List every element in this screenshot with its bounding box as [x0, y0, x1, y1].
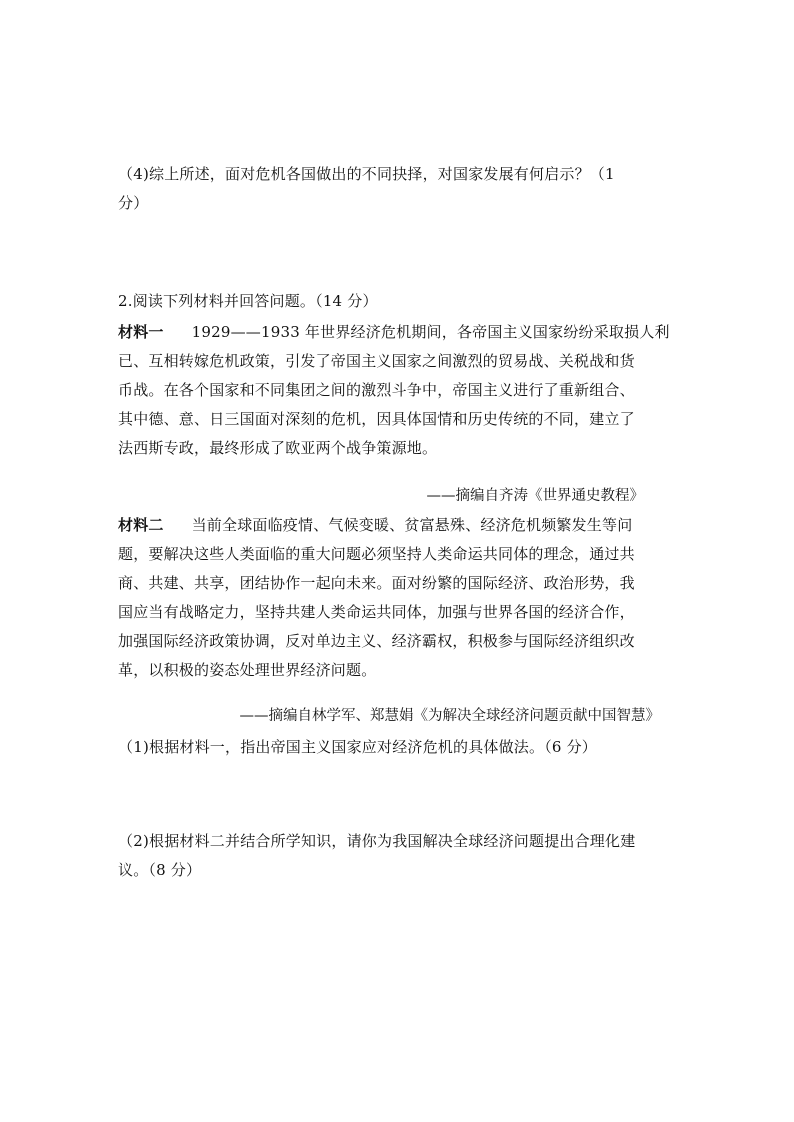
material-1-line: 1929——1933 年世界经济危机期间，各帝国主义国家纷纷采取损人利 — [191, 323, 670, 341]
material-1-source: ——摘编自齐涛《世界通史教程》 — [426, 488, 644, 504]
material-2-line: 当前全球面临疫情、气候变暖、贫富悬殊、经济危机频繁发生等问 — [191, 516, 633, 534]
material-1-line: 法西斯专政，最终形成了欧亚两个战争策源地。 — [118, 439, 438, 457]
material-1-line: 已、互相转嫁危机政策，引发了帝国主义国家之间激烈的贸易战、关税战和货 — [118, 352, 635, 370]
material-2-line: 商、共建、共享，团结协作一起向未来。面对纷繁的国际经济、政治形势，我 — [118, 574, 635, 592]
material-2-line: 革，以积极的姿态处理世界经济问题。 — [118, 661, 377, 679]
material-2-source: ——摘编自林学军、郑慧娟《为解决全球经济问题贡献中国智慧》 — [239, 708, 660, 724]
material-1-first-line — [118, 318, 688, 347]
sub-question-2-line: （2)根据材料二并结合所学知识，请你为我国解决全球经济问题提出合理化建 — [118, 832, 636, 850]
material-1 — [118, 318, 688, 463]
question-4-line: （4)综上所述，面对危机各国做出的不同抉择，对国家发展有何启示？（1 — [118, 165, 615, 183]
material-1-label: 材料一 — [118, 323, 164, 341]
answer-area-2[interactable] — [118, 895, 688, 1095]
material-2-line: 题，要解决这些人类面临的重大问题必须坚持人类命运共同体的理念，通过共 — [118, 545, 635, 563]
sub-question-1 — [118, 733, 688, 762]
material-2-first-line — [118, 511, 688, 540]
question-4-line: 分） — [118, 194, 149, 212]
material-1-line: 其中德、意、日三国面对深刻的危机，因具体国情和历史传统的不同，建立了 — [118, 410, 635, 428]
material-2-line: 加强国际经济政策协调，反对单边主义、经济霸权，积极参与国际经济组织改 — [118, 632, 635, 650]
sub-question-2-line: 议。（8 分） — [118, 861, 202, 879]
question-2-heading — [118, 287, 688, 316]
material-2-line: 国应当有战略定力，坚持共建人类命运共同体，加强与世界各国的经济合作， — [118, 603, 635, 621]
material-2-label: 材料二 — [118, 516, 164, 534]
material-2 — [118, 511, 688, 685]
answer-area-1[interactable] — [118, 770, 688, 820]
question-2-title: 2.阅读下列材料并回答问题。（14 分） — [118, 292, 378, 310]
question-4 — [118, 160, 688, 218]
sub-question-2 — [118, 827, 688, 885]
sub-question-1-text: （1)根据材料一，指出帝国主义国家应对经济危机的具体做法。（6 分） — [118, 738, 598, 756]
material-1-line: 币战。在各个国家和不同集团之间的激烈斗争中，帝国主义进行了重新组合、 — [118, 381, 635, 399]
